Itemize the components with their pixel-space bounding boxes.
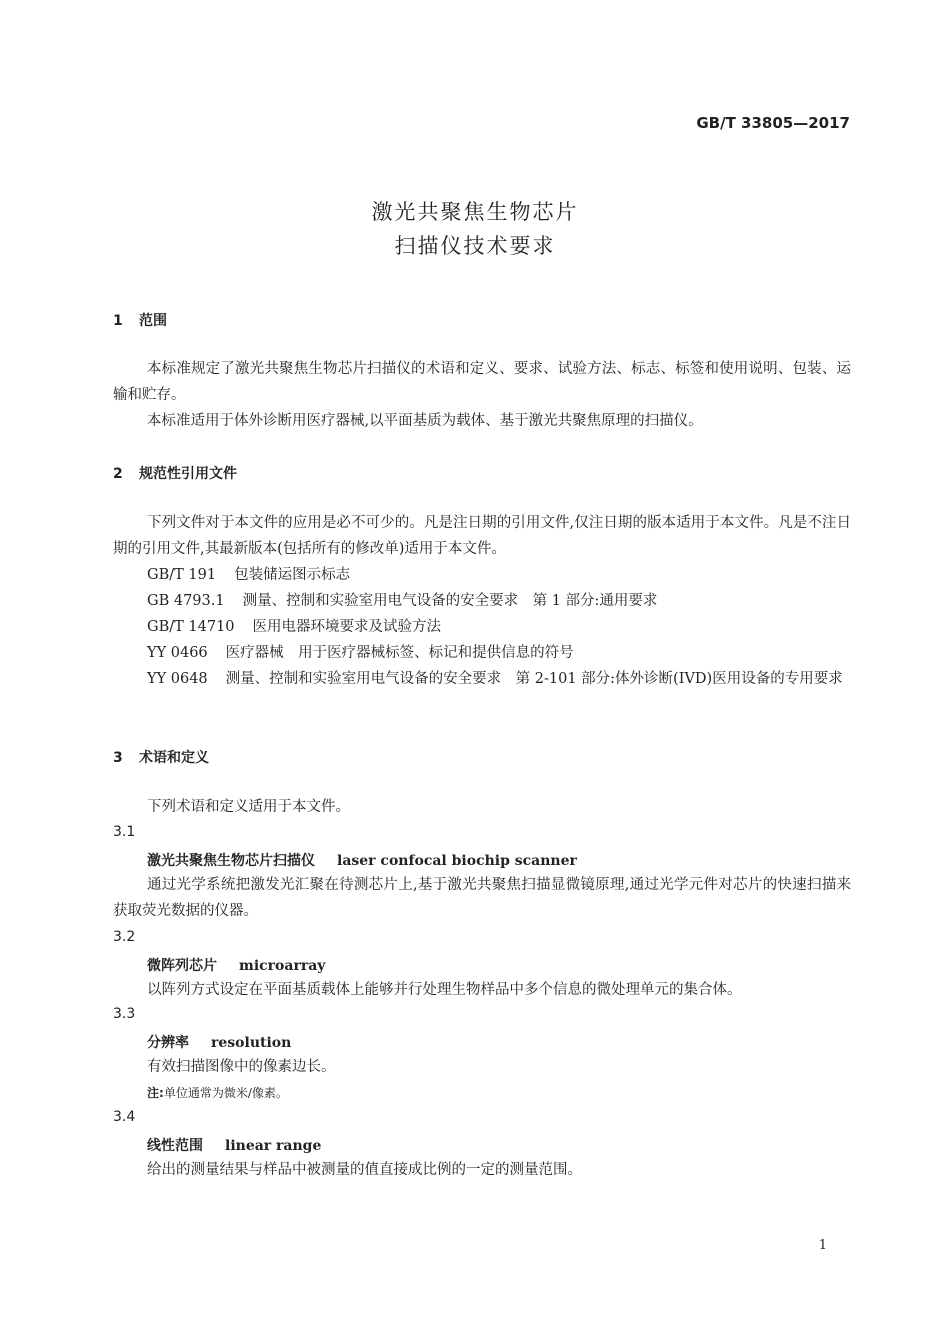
section-2-heading (113, 463, 237, 483)
reference-code: GB/T 191 (147, 567, 217, 583)
standard-code: GB/T 33805—2017 (696, 114, 850, 132)
note-text: 单位通常为微米/像素。 (163, 1086, 288, 1100)
term-zh: 线性范围 (147, 1138, 203, 1154)
reference-item (147, 640, 574, 666)
term-definition: 通过光学系统把激发光汇聚在待测芯片上,基于激光共聚焦扫描显微镜原理,通过光学元件对芯片的快速扫描来获取荧光数据的仪器。 (113, 877, 851, 919)
section-3-heading (113, 747, 209, 767)
reference-item (147, 562, 350, 588)
page-number: 1 (818, 1238, 827, 1253)
term-heading (147, 1135, 321, 1155)
reference-item (113, 666, 851, 692)
term-number: 3.3 (113, 1006, 136, 1022)
term-number: 3.1 (113, 824, 136, 840)
reference-item (147, 588, 657, 614)
note-label: 注: (147, 1086, 164, 1100)
reference-title: 包装储运图示标志 (234, 567, 351, 583)
term-zh: 分辨率 (147, 1035, 189, 1051)
section-3-intro: 下列术语和定义适用于本文件。 (147, 799, 350, 815)
section-title: 术语和定义 (139, 750, 209, 766)
term-zh: 激光共聚焦生物芯片扫描仪 (147, 853, 315, 869)
term-definition: 给出的测量结果与样品中被测量的值直接成比例的一定的测量范围。 (147, 1162, 582, 1178)
reference-code: GB 4793.1 (147, 593, 225, 609)
term-heading (147, 955, 325, 975)
section-title: 规范性引用文件 (139, 466, 237, 482)
term-en: linear range (225, 1138, 322, 1154)
reference-code: GB/T 14710 (147, 619, 235, 635)
section-1-paragraph-1: 本标准规定了激光共聚焦生物芯片扫描仪的术语和定义、要求、试验方法、标志、标签和使用说明、包装、运输和贮存。 (113, 361, 851, 403)
section-title: 范围 (139, 313, 167, 329)
section-number: 3 (113, 750, 123, 766)
reference-item (147, 614, 441, 640)
reference-title: 医疗器械 用于医疗器械标签、标记和提供信息的符号 (225, 645, 574, 661)
term-zh: 微阵列芯片 (147, 958, 217, 974)
section-1-paragraph-2: 本标准适用于体外诊断用医疗器械,以平面基质为载体、基于激光共聚焦原理的扫描仪。 (147, 413, 703, 429)
reference-code: YY 0648 (147, 671, 208, 687)
term-note (147, 1084, 288, 1101)
term-en: laser confocal biochip scanner (337, 853, 577, 869)
section-1-heading (113, 310, 167, 330)
reference-title: 测量、控制和实验室用电气设备的安全要求 第 1 部分:通用要求 (242, 593, 658, 609)
term-number: 3.2 (113, 929, 136, 945)
section-number: 1 (113, 313, 123, 329)
title-line-1: 激光共聚焦生物芯片 (371, 200, 579, 224)
term-en: resolution (211, 1035, 292, 1051)
term-definition: 以阵列方式设定在平面基质载体上能够并行处理生物样品中多个信息的微处理单元的集合体。 (147, 982, 742, 998)
term-definition: 有效扫描图像中的像素边长。 (147, 1059, 336, 1075)
reference-title: 医用电器环境要求及试验方法 (252, 619, 442, 635)
term-number: 3.4 (113, 1109, 136, 1125)
section-number: 2 (113, 466, 123, 482)
term-heading (147, 850, 577, 870)
reference-title: 测量、控制和实验室用电气设备的安全要求 第 2-101 部分:体外诊断(IVD)医用设备的专用要求 (225, 671, 843, 687)
section-2-intro: 下列文件对于本文件的应用是必不可少的。凡是注日期的引用文件,仅注日期的版本适用于本文件。凡是不注日期的引用文件,其最新版本(包括所有的修改单)适用于本文件。 (113, 515, 851, 557)
term-en: microarray (239, 958, 326, 974)
reference-code: YY 0466 (147, 645, 208, 661)
term-heading (147, 1032, 291, 1052)
title-line-2: 扫描仪技术要求 (394, 234, 556, 258)
